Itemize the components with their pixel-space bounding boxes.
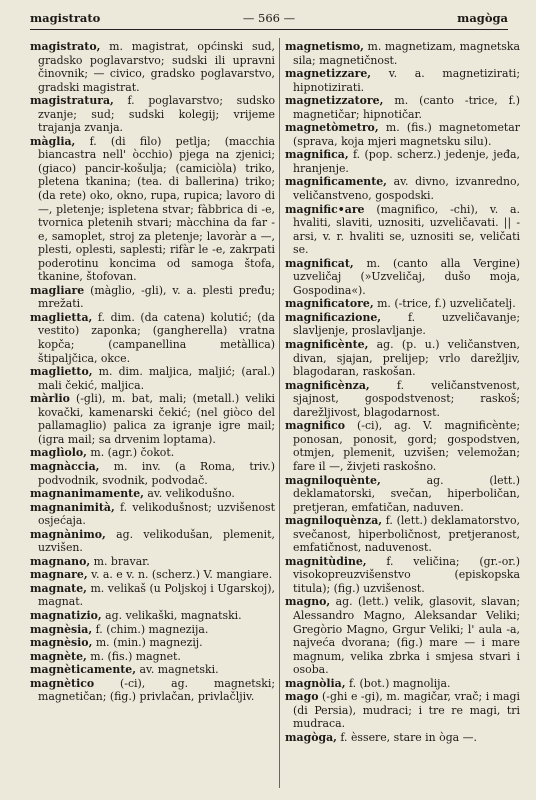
entry-headword: magnitùdine, bbox=[285, 554, 367, 568]
entry-definition: f. veličina; (gr.-or.) visokopreuzvišenstvo (episkopska titula); (fig.) uzvišenost. bbox=[293, 554, 520, 595]
dictionary-entry bbox=[30, 501, 275, 528]
dictionary-entry bbox=[30, 609, 275, 623]
header-guide-word-left: magistrato bbox=[30, 11, 101, 25]
entry-definition: (màglio, -gli), v. a. plesti pređu; mrežati. bbox=[38, 283, 275, 311]
entry-headword: magnòlia, bbox=[285, 676, 346, 690]
entry-definition: av. magnetski. bbox=[136, 663, 219, 677]
dictionary-entry bbox=[30, 284, 275, 311]
page-header bbox=[30, 8, 508, 30]
dictionary-entry bbox=[285, 419, 520, 473]
entry-headword: maglietto, bbox=[30, 365, 93, 379]
entry-definition: ag. (lett.) deklamatorski, svečan, hiperboličan, pretjeran, emfatičan, naduven. bbox=[293, 473, 520, 514]
dictionary-entry bbox=[285, 690, 520, 731]
entry-definition: (magnifico, -chi), v. a. hvaliti, slaviti, uznositi, uzveličavati. || -arsi, v. r. hvaliti se, uznositi se, veličati se. bbox=[293, 202, 520, 257]
dictionary-entry bbox=[285, 175, 520, 202]
dictionary-entry bbox=[285, 203, 520, 257]
dictionary-entry bbox=[30, 663, 275, 677]
dictionary-entry bbox=[30, 460, 275, 487]
entry-headword: magnèsio, bbox=[30, 636, 93, 650]
dictionary-entry bbox=[30, 623, 275, 637]
entry-definition: m. (canto alla Vergine) uzveličaj (»Uzveličaj, dušo moja, Gospodina«). bbox=[293, 256, 520, 297]
dictionary-entry bbox=[285, 94, 520, 121]
dictionary-entry bbox=[30, 555, 275, 569]
entry-definition: ag. velikodušan, plemenit, uzvišen. bbox=[38, 527, 275, 555]
entry-headword: magnano, bbox=[30, 554, 91, 568]
dictionary-entry bbox=[30, 568, 275, 582]
dictionary-entry bbox=[30, 487, 275, 501]
dictionary-entry bbox=[30, 365, 275, 392]
entry-headword: magnific•are bbox=[285, 202, 365, 216]
entry-headword: magnate, bbox=[30, 581, 87, 595]
entry-definition: ag. velikaški, magnatski. bbox=[101, 608, 242, 622]
entry-definition: m. magnetizam, magnetska sila; magnetičnost. bbox=[293, 40, 520, 67]
page-number: — 566 — bbox=[242, 11, 296, 25]
entry-headword: magnàccia, bbox=[30, 459, 100, 473]
entry-definition: f. (pop. scherz.) jedenje, jeđa, hranjenje. bbox=[293, 148, 520, 175]
dictionary-entry bbox=[30, 40, 275, 94]
entry-headword: magniloquènte, bbox=[285, 473, 381, 487]
dictionary-entry bbox=[285, 677, 520, 691]
entry-definition: (-ci), ag. magnetski; magnetičan; (fig.) privlačan, privlačljiv. bbox=[38, 676, 275, 704]
entry-definition: f. dim. (da catena) kolutić; (da vestito) zaponka; (gangherella) vratna kopča; (campanellina metàllica) štipaljčica, okce. bbox=[38, 310, 275, 365]
dictionary-entry bbox=[285, 555, 520, 596]
dictionary-entry bbox=[30, 94, 275, 135]
header-guide-word-right: magòga bbox=[457, 11, 508, 25]
entry-headword: màglia, bbox=[30, 134, 76, 148]
entry-definition: f. èssere, stare in òga —. bbox=[336, 730, 477, 744]
entry-definition: m. dim. maljica, maljić; (aral.) mali čekić, maljica. bbox=[38, 365, 275, 392]
dictionary-entry bbox=[285, 595, 520, 676]
dictionary-entry bbox=[285, 338, 520, 379]
dictionary-entry bbox=[30, 135, 275, 284]
entry-definition: f. veličanstvenost, sjajnost, gospodstvenost; raskoš; darežljivost, blagodarnost. bbox=[293, 378, 520, 419]
entry-headword: magistratura, bbox=[30, 94, 114, 108]
entry-definition: f. uzveličavanje; slavljenje, proslavljanje. bbox=[293, 310, 520, 338]
dictionary-entry bbox=[285, 311, 520, 338]
dictionary-entry bbox=[285, 257, 520, 298]
entry-definition: (-ci), ag. V. magnificènte; ponosan, ponosit, gord; gospodstven, otmjen, plemenit, uzvišen; velemožan; fare il —, živjeti raskošno. bbox=[293, 419, 520, 473]
entry-definition: m. bravar. bbox=[90, 554, 150, 568]
entry-definition: m. (canto -trice, f.) magnetičar; hipnotičar. bbox=[293, 94, 520, 121]
entry-headword: magnètico bbox=[30, 676, 95, 690]
entry-definition: av. divno, izvanredno, veličanstveno, gospodski. bbox=[293, 175, 520, 203]
entry-definition: m. (agr.) čokot. bbox=[86, 446, 175, 460]
entry-headword: màrlio bbox=[30, 392, 70, 406]
entry-headword: magnatizio, bbox=[30, 608, 102, 622]
dictionary-entry bbox=[30, 677, 275, 704]
header-rule bbox=[30, 29, 508, 30]
entry-headword: magòga, bbox=[285, 730, 337, 744]
entry-definition: v. a. e v. n. (scherz.) V. mangiare. bbox=[87, 568, 273, 582]
entry-headword: magnificènza, bbox=[285, 378, 370, 392]
right-column bbox=[285, 40, 520, 744]
entry-definition: f. (chim.) magnezija. bbox=[92, 622, 209, 636]
entry-definition: m. (fis.) magnetometar (sprava, koja mjeri magnetsku silu). bbox=[293, 121, 520, 148]
entry-headword: maglìolo, bbox=[30, 446, 87, 460]
entry-definition: m. magistrat, općinski sud, gradsko poglavarstvo; sudski ili upravni činovnik; — civico, gradsko poglavarstvo, gradski magistrat. bbox=[38, 40, 275, 94]
entry-headword: magistrato, bbox=[30, 40, 101, 53]
dictionary-entry bbox=[285, 67, 520, 94]
dictionary-entry bbox=[285, 121, 520, 148]
dictionary-entry bbox=[285, 40, 520, 67]
entry-headword: magnificazione, bbox=[285, 310, 382, 324]
entry-definition: f. (lett.) deklamatorstvo, svečanost, hiperboličnost, pretjeranost, emfatičnost, naduvenost. bbox=[293, 514, 520, 555]
entry-headword: magnèsia, bbox=[30, 622, 93, 636]
entry-headword: magniloquènza, bbox=[285, 514, 383, 528]
entry-headword: magnificatore, bbox=[285, 297, 374, 311]
entry-headword: magnèticamente, bbox=[30, 663, 137, 677]
entry-definition: v. a. magnetizirati; hipnotizirati. bbox=[293, 67, 520, 94]
dictionary-entry bbox=[285, 297, 520, 311]
entry-headword: magnetismo, bbox=[285, 40, 364, 53]
entry-headword: magnare, bbox=[30, 568, 88, 582]
dictionary-entry bbox=[30, 636, 275, 650]
entry-headword: magnifica, bbox=[285, 148, 349, 162]
dictionary-entry bbox=[285, 148, 520, 175]
dictionary-entry bbox=[30, 446, 275, 460]
entry-definition: f. poglavarstvo; sudsko zvanje; sud; sudski kolegij; vrijeme trajanja zvanja. bbox=[38, 94, 275, 135]
entry-headword: maglietta, bbox=[30, 310, 93, 324]
entry-definition: f. velikodušnost; uzvišenost osjećaja. bbox=[38, 500, 275, 528]
entry-definition: f. (bot.) magnolija. bbox=[345, 676, 451, 690]
entry-definition: m. (-trice, f.) uzveličatelj. bbox=[373, 297, 516, 311]
dictionary-entry bbox=[285, 514, 520, 555]
entry-headword: magno, bbox=[285, 595, 331, 609]
left-column bbox=[30, 40, 275, 704]
entry-headword: magnànimo, bbox=[30, 527, 106, 541]
entry-headword: magliare bbox=[30, 283, 85, 297]
entry-definition: (-ghi e -gi), m. magičar, vrač; i magi (di Persia), mudraci; i tre re magi, tri mudraca. bbox=[293, 690, 520, 731]
entry-headword: magnetizzatore, bbox=[285, 94, 384, 108]
column-divider bbox=[279, 38, 280, 788]
dictionary-entry bbox=[285, 474, 520, 515]
entry-headword: magnetòmetro, bbox=[285, 121, 379, 135]
dictionary-entry bbox=[30, 650, 275, 664]
dictionary-entry bbox=[30, 528, 275, 555]
entry-definition: m. (fis.) magnet. bbox=[86, 649, 181, 663]
entry-definition: f. (di filo) petlja; (macchia biancastra nell' òcchio) pjega na zjenici; (giaco) pancir-košulja; (camiciòla) triko, pletena tkanina; (tea. di ballerina) triko; (da rete) oko, okno, rupa, rupica; lavoro di —, pletenje; ispletena stvar; fàbbrica di -e, tvornica pletenih stvari; màcchina da far -e, samoplet, stroj za pletenje; lavoràr a —, plesti, oplesti, saplesti; rifàr le -e, zakrpati poderotinu koncima od samoga štofa, tkanine, štofovan. bbox=[38, 134, 275, 284]
entry-headword: mago bbox=[285, 690, 319, 704]
entry-definition: av. velikodušno. bbox=[143, 487, 235, 501]
entry-definition: ag. (p. u.) veličanstven, divan, sjajan, prelijep; vrlo darežljiv, blagodaran, raskošan. bbox=[293, 338, 520, 379]
dictionary-entry bbox=[285, 379, 520, 420]
dictionary-entry bbox=[30, 311, 275, 365]
entry-headword: magnanimamente, bbox=[30, 487, 144, 501]
entry-headword: magnanimità, bbox=[30, 500, 115, 514]
entry-definition: ag. (lett.) velik, glasovit, slavan; Alessandro Magno, Aleksandar Veliki; Gregòrio Magno, Grgur Veliki; l' aula -a, najveća dvorana; (fig.) mare — i mare magnum, velika zbrka i smjesa stvari i osoba. bbox=[293, 595, 520, 677]
entry-headword: magnificat, bbox=[285, 256, 354, 270]
entry-headword: magnificènte, bbox=[285, 338, 369, 352]
entry-headword: magnifico bbox=[285, 419, 346, 433]
entry-definition: m. inv. (a Roma, triv.) podvodnik, svodnik, podvodač. bbox=[38, 459, 275, 487]
dictionary-entry bbox=[30, 392, 275, 446]
dictionary-entry bbox=[30, 582, 275, 609]
dictionary-entry bbox=[285, 731, 520, 745]
entry-definition: (-gli), m. bat, mali; (metall.) veliki kovački, kamenarski čekić; (nel giòco del pallamaglio) palica za igranje igre mail; (igra mail; sa drvenim loptama). bbox=[38, 392, 275, 446]
entry-headword: magnète, bbox=[30, 649, 87, 663]
entry-definition: m. (min.) magnezij. bbox=[92, 636, 203, 650]
entry-headword: magnificamente, bbox=[285, 175, 387, 189]
entry-definition: m. velikaš (u Poljskoj i Ugarskoj), magnat. bbox=[38, 581, 275, 609]
entry-headword: magnetizzare, bbox=[285, 67, 372, 81]
